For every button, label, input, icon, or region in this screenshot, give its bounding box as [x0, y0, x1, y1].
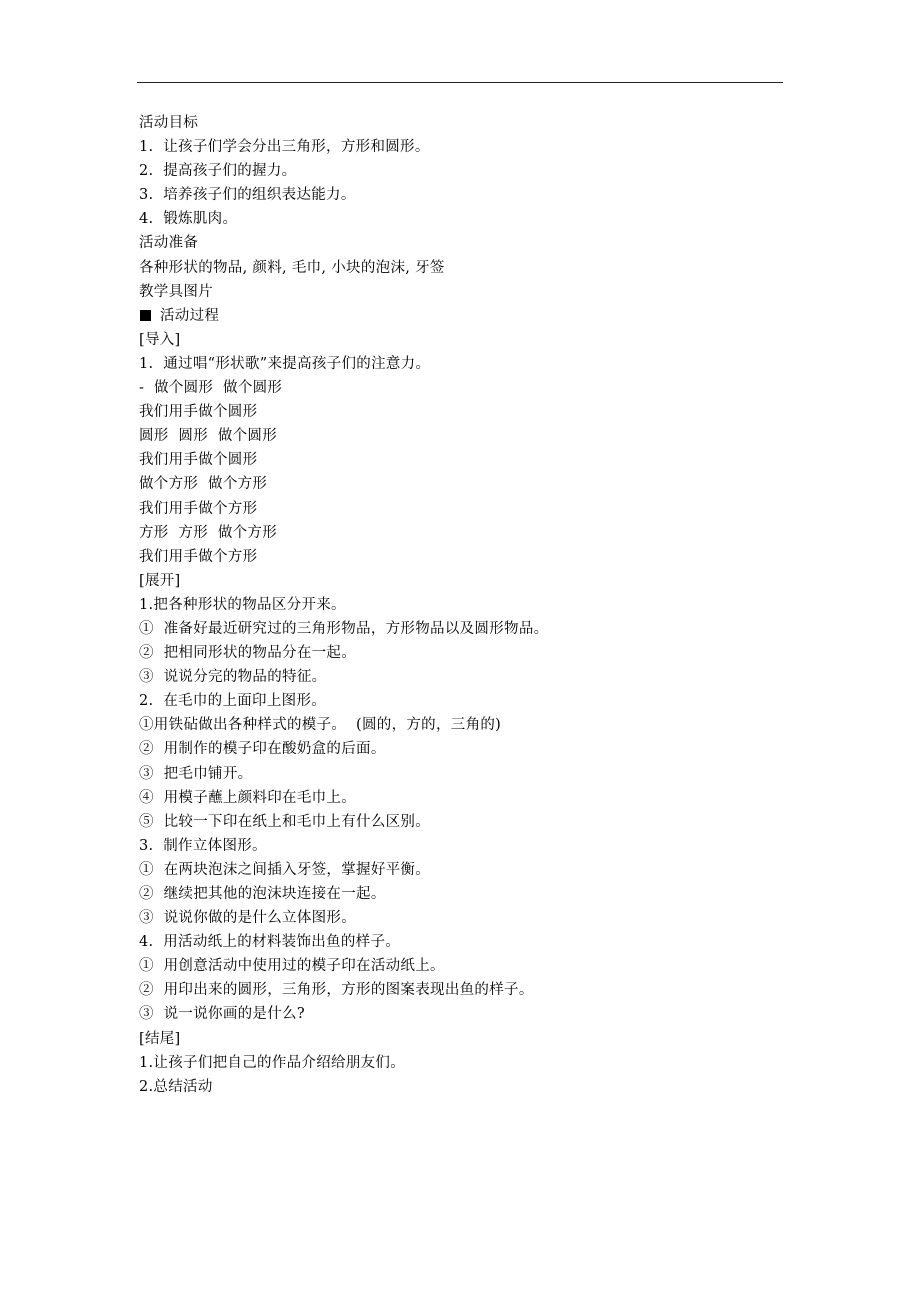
process-step: 3. 制作立体图形。 — [139, 837, 267, 854]
process-step: 2. 在毛巾的上面印上图形。 — [139, 693, 327, 710]
song-lyric-line: 圆形 圆形 做个圆形 — [139, 428, 278, 445]
square-bullet-icon — [140, 310, 151, 321]
section-heading-preparation: 活动准备 — [139, 235, 199, 252]
subsection-heading-intro: [导入] — [139, 331, 181, 348]
process-substep: ② 用制作的模子印在酸奶盒的后面。 — [139, 741, 386, 758]
process-substep: ① 准备好最近研究过的三角形物品，方形物品以及圆形物品。 — [139, 620, 549, 637]
process-substep: ③ 说一说你画的是什么? — [139, 1006, 305, 1023]
section-heading-process-label: 活动过程 — [160, 307, 220, 324]
header-rule — [137, 82, 783, 83]
song-lyric-line: 我们用手做个方形 — [139, 500, 258, 517]
process-step: 1.让孩子们把自己的作品介绍给朋友们。 — [139, 1054, 406, 1071]
goal-item: 4. 锻炼肌肉。 — [139, 211, 238, 228]
process-step: 4. 用活动纸上的材料装饰出鱼的样子。 — [139, 934, 401, 951]
process-step: 1. 通过唱“形状歌”来提高孩子们的注意力。 — [139, 355, 431, 372]
goal-item: 3. 培养孩子们的组织表达能力。 — [139, 187, 356, 204]
song-lyric-line: 方形 方形 做个方形 — [139, 524, 278, 541]
process-step: 2.总结活动 — [139, 1078, 213, 1095]
preparation-materials: 各种形状的物品, 颜料, 毛巾, 小块的泡沫, 牙签 — [139, 259, 445, 276]
song-lyric-line: 我们用手做个圆形 — [139, 452, 258, 469]
process-substep: ① 在两块泡沫之间插入牙签，掌握好平衡。 — [139, 861, 431, 878]
process-substep: ⑤ 比较一下印在纸上和毛巾上有什么区别。 — [139, 813, 431, 830]
song-lyric-line: 我们用手做个方形 — [139, 548, 258, 565]
process-substep: ② 继续把其他的泡沫块连接在一起。 — [139, 886, 386, 902]
process-substep: ③ 把毛巾铺开。 — [139, 765, 253, 782]
process-substep: ④ 用模子蘸上颜料印在毛巾上。 — [139, 789, 357, 806]
process-step: 1.把各种形状的物品区分开来。 — [139, 596, 346, 613]
process-substep: ① 用创意活动中使用过的模子印在活动纸上。 — [139, 958, 445, 975]
song-lyric-line: 我们用手做个圆形 — [139, 404, 258, 421]
song-lyric-line: 做个方形 做个方形 — [139, 476, 268, 493]
document-body — [139, 111, 799, 1099]
process-substep: ③ 说说分完的物品的特征。 — [139, 669, 327, 686]
process-substep: ③ 说说你做的是什么立体图形。 — [139, 910, 357, 927]
goal-item: 2. 提高孩子们的握力。 — [139, 163, 297, 180]
process-substep: ② 用印出来的圆形，三角形，方形的图案表现出鱼的样子。 — [139, 982, 534, 999]
process-substep: ①用铁砧做出各种样式的模子。 (圆的，方的，三角的) — [139, 717, 502, 734]
subsection-heading-development: [展开] — [139, 572, 181, 589]
section-heading-process — [139, 304, 799, 328]
preparation-materials: 教学具图片 — [139, 283, 213, 300]
subsection-heading-conclusion: [结尾] — [139, 1030, 181, 1047]
song-lyric-line: - 做个圆形 做个圆形 — [139, 380, 283, 397]
section-heading-goals: 活动目标 — [139, 115, 199, 131]
goal-item: 1. 让孩子们学会分出三角形，方形和圆形。 — [139, 139, 430, 156]
process-substep: ② 把相同形状的物品分在一起。 — [139, 645, 357, 662]
